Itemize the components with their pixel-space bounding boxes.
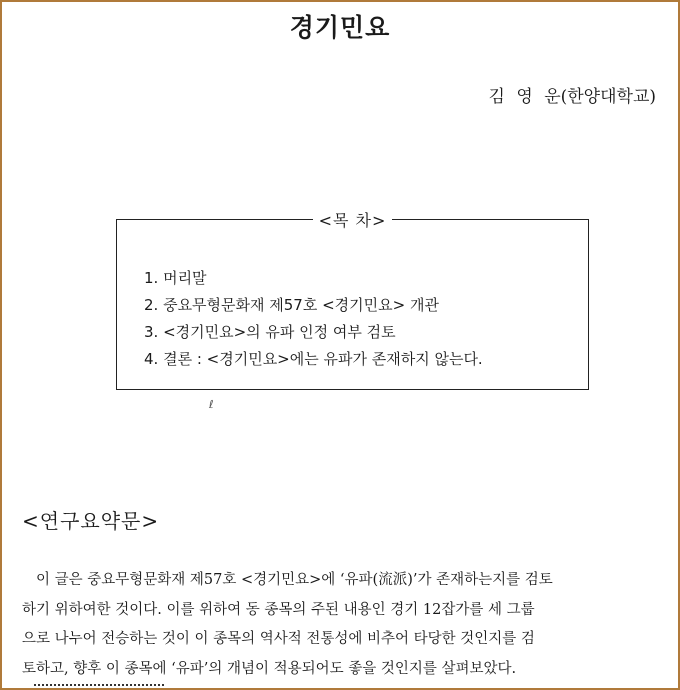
toc-item-2: 2. 중요무형문화재 제57호 <경기민요> 개관 bbox=[144, 296, 439, 314]
abstract-line-2: 하기 위하여한 것이다. 이를 위하여 동 종목의 주된 내용인 경기 12잡가를 세 그룹 bbox=[22, 601, 535, 618]
toc-list bbox=[144, 265, 483, 373]
abstract-line-1: 이 글은 중요무형문화재 제57호 <경기민요>에 ‘유파(流派)’가 존재하는지를 검토 bbox=[36, 572, 553, 588]
toc-item-4: 4. 결론 : <경기민요>에는 유파가 존재하지 않는다. bbox=[144, 350, 483, 368]
cut-off-next-line bbox=[34, 684, 164, 689]
toc-item-1: 1. 머리말 bbox=[144, 269, 207, 287]
author-line: 김 영 운(한양대학교) bbox=[488, 87, 656, 107]
toc-heading: <목 차> bbox=[313, 211, 393, 230]
abstract-heading: <연구요약문> bbox=[22, 509, 160, 533]
abstract-line-3: 으로 나누어 전승하는 것이 이 종목의 역사적 전통성에 비추어 타당한 것인지를 검 bbox=[22, 631, 535, 647]
scan-speck: ℓ bbox=[209, 398, 214, 411]
document-title: 경기민요 bbox=[289, 13, 391, 42]
toc-item-3: 3. <경기민요>의 유파 인정 여부 검토 bbox=[144, 323, 396, 341]
table-of-contents bbox=[116, 211, 589, 390]
abstract-paragraph bbox=[22, 566, 662, 684]
toc-heading-wrapper bbox=[117, 208, 588, 231]
abstract-line-4: 토하고, 향후 이 종목에 ‘유파’의 개념이 적용되어도 좋을 것인지를 살펴보았다. bbox=[22, 660, 517, 677]
